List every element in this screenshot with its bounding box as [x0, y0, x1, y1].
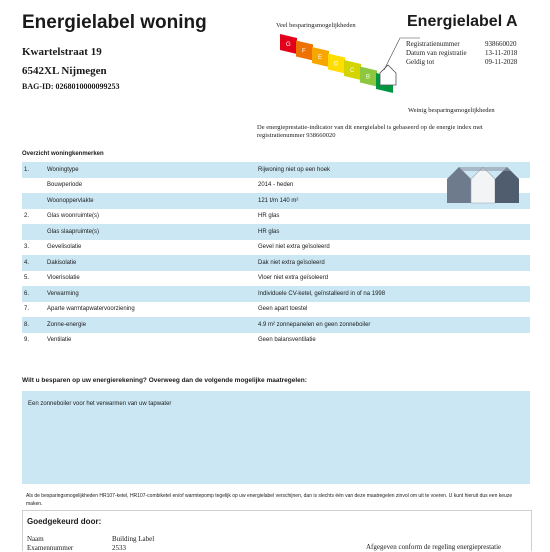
row-characteristic: Woonoppervlakte — [47, 197, 94, 204]
registration-row — [406, 58, 517, 67]
row-houses-illustration — [445, 165, 520, 205]
row-number: 8. — [24, 321, 30, 328]
row-characteristic: Verwarming — [47, 290, 79, 297]
scale-step-e — [312, 47, 329, 67]
row-number: 6. — [24, 290, 30, 297]
table-row — [22, 224, 530, 240]
advice-box — [22, 391, 530, 484]
approved-exam-row — [27, 544, 126, 552]
street-address: Kwartelstraat 19 — [22, 46, 102, 58]
registration-label: Registratienummer — [406, 40, 460, 48]
postal-city: 6542XL Nijmegen — [22, 65, 107, 77]
row-number: 2. — [24, 213, 30, 220]
row-value: Vloer niet extra geïsoleerd — [258, 275, 329, 282]
scale-letter-e: E — [318, 55, 323, 61]
row-characteristic: Bouwperiode — [47, 182, 83, 189]
row-characteristic: Gevelisolatie — [47, 244, 82, 251]
row-characteristic: Aparte warmtapwatervoorziening — [47, 306, 135, 313]
scale-letter-f: F — [302, 48, 306, 55]
row-characteristic: Vloerisolatie — [47, 275, 80, 282]
registration-details — [406, 40, 517, 67]
overview-title: Overzicht woningkenmerken — [22, 151, 104, 157]
row-value: HR glas — [258, 213, 280, 220]
scale-letter-b: B — [366, 74, 371, 81]
table-row — [22, 240, 530, 256]
table-row — [22, 209, 530, 225]
row-value: 2014 - heden — [258, 182, 294, 189]
advice-question: Wilt u besparen op uw energierekening? Overweeg dan de volgende mogelijke maatregelen: — [22, 377, 307, 384]
scale-bottom-caption: Weinig besparingsmogelijkheden — [408, 107, 495, 114]
row-value: Individuele CV-ketel, geïnstalleerd in of na 1998 — [258, 290, 386, 297]
registration-value: 938660020 — [485, 40, 517, 48]
scale-step-d — [328, 54, 345, 74]
issued-statement: Afgegeven conform de regeling energieprestatie — [366, 543, 502, 551]
table-row — [22, 317, 530, 333]
row-characteristic: Zonne-energie — [47, 321, 87, 328]
row-number: 7. — [24, 306, 30, 313]
scale-step-c — [344, 60, 361, 80]
registration-label: Datum van registratie — [406, 49, 467, 57]
table-row — [22, 271, 530, 287]
document-title: Energielabel woning — [22, 12, 207, 33]
row-value: 121 t/m 140 m² — [258, 197, 299, 204]
row-value: Dak niet extra geïsoleerd — [258, 259, 325, 266]
registration-label: Geldig tot — [406, 58, 435, 66]
registration-row — [406, 49, 517, 58]
row-number: 4. — [24, 259, 30, 266]
energy-label-title: Energielabel A — [407, 13, 518, 30]
bag-id: BAG-ID: 0268010000099253 — [22, 82, 120, 91]
registration-value: 13-11-2018 — [485, 49, 518, 57]
table-row — [22, 333, 530, 349]
footnote: Als de besparingsmogelijkheden HR107-ketel, HR107-combiketel en/of warmtepomp tegelijk op uw energielabel verschijnen, dan is slechts één van deze maatregelen zinvol om uit te voeren. U kunt hieruit dus een keuze maken. — [26, 493, 513, 507]
row-number: 9. — [24, 337, 30, 344]
row-characteristic: Dakisolatie — [47, 259, 77, 266]
row-value: Geen apart toestel — [258, 306, 308, 313]
scale-letter-g: G — [286, 42, 291, 48]
registration-row — [406, 40, 517, 49]
table-row — [22, 255, 530, 271]
row-value: Geen balansventilatie — [258, 337, 316, 344]
row-number: 1. — [24, 166, 30, 173]
scale-letter-c: C — [350, 68, 355, 74]
current-class-house-icon — [380, 65, 396, 85]
indicator-explanation: De energieprestatie-indicator van dit energielabel is gebaseerd op de energie index met registratienummer 938660020 — [257, 124, 483, 139]
address-block — [22, 43, 107, 81]
row-value: Rijwoning niet op een hoek — [258, 166, 331, 173]
row-characteristic: Glas woonruimte(s) — [47, 213, 100, 220]
scale-letter-d: D — [334, 61, 339, 68]
scale-step-f — [296, 41, 313, 61]
row-characteristic: Woningtype — [47, 166, 79, 173]
scale-top-caption: Veel besparingsmogelijkheden — [276, 22, 356, 29]
approved-name-value: Building Label — [112, 535, 155, 543]
row-number: 3. — [24, 244, 30, 251]
approved-exam-label: Examennummer — [27, 544, 74, 552]
row-number: 5. — [24, 275, 30, 282]
energy-label-scale — [280, 30, 420, 110]
table-row — [22, 286, 530, 302]
approved-name-label: Naam — [27, 535, 44, 543]
approved-title: Goedgekeurd door: — [27, 517, 102, 526]
scale-step-g — [280, 34, 297, 54]
row-value: Gevel niet extra geïsoleerd — [258, 244, 330, 251]
registration-value: 09-11-2028 — [485, 58, 518, 66]
row-value: 4.9 m² zonnepanelen en geen zonneboiler — [258, 321, 371, 328]
scale-step-b — [360, 67, 377, 87]
row-characteristic: Ventilatie — [47, 337, 72, 344]
approved-name-row — [27, 535, 154, 543]
approved-by-section — [22, 510, 532, 551]
row-value: HR glas — [258, 228, 280, 235]
table-row — [22, 302, 530, 318]
row-characteristic: Glas slaapruimte(s) — [47, 228, 100, 235]
advice-measure: Een zonneboiler voor het verwarmen van uw tapwater — [28, 401, 172, 407]
approved-exam-value: 2533 — [112, 544, 126, 552]
